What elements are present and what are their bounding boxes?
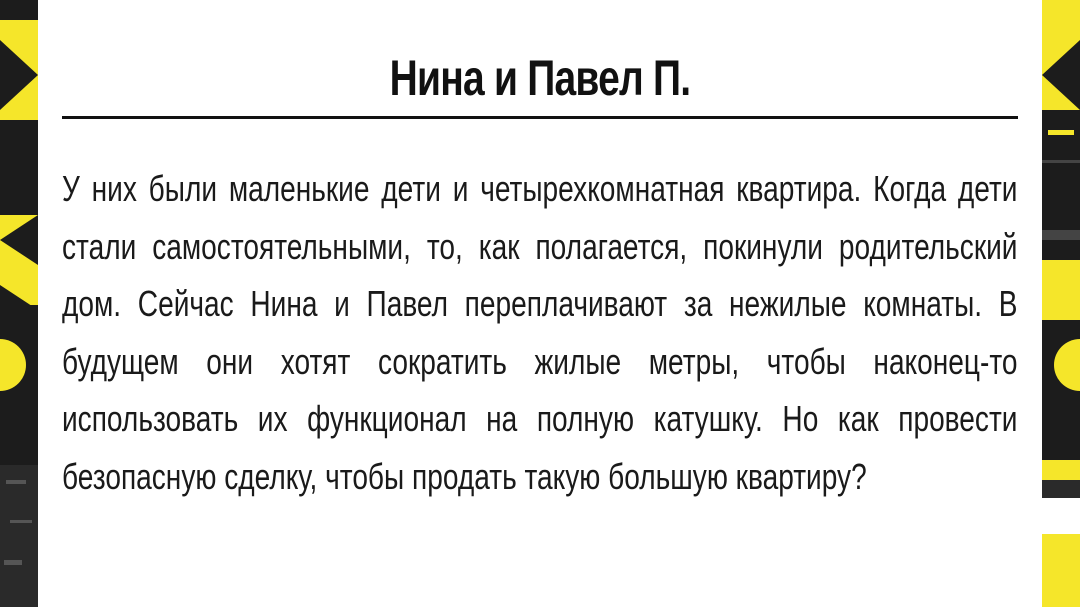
- left-decorative-strip: [0, 0, 38, 607]
- left-pattern-graphic: [0, 0, 38, 607]
- slide-content: [62, 0, 1018, 607]
- slide-paragraph: У них были маленькие дети и четырехкомнатная квартира. Когда дети стали самостоятельными, то, как полагается, покинули родительский дом. Сейчас Нина и Павел переплачивают за нежилые комнаты. В будущем они хотят сократить жилые метры, чтобы наконец-то использовать их функционал на полную катушку. Но как провести безопасную сделку, чтобы продать такую большую квартиру?: [62, 168, 1018, 497]
- title-divider: [62, 116, 1018, 119]
- slide-title: Нина и Павел П.: [389, 50, 691, 106]
- right-pattern-graphic: [1042, 0, 1080, 607]
- right-decorative-strip: [1042, 0, 1080, 607]
